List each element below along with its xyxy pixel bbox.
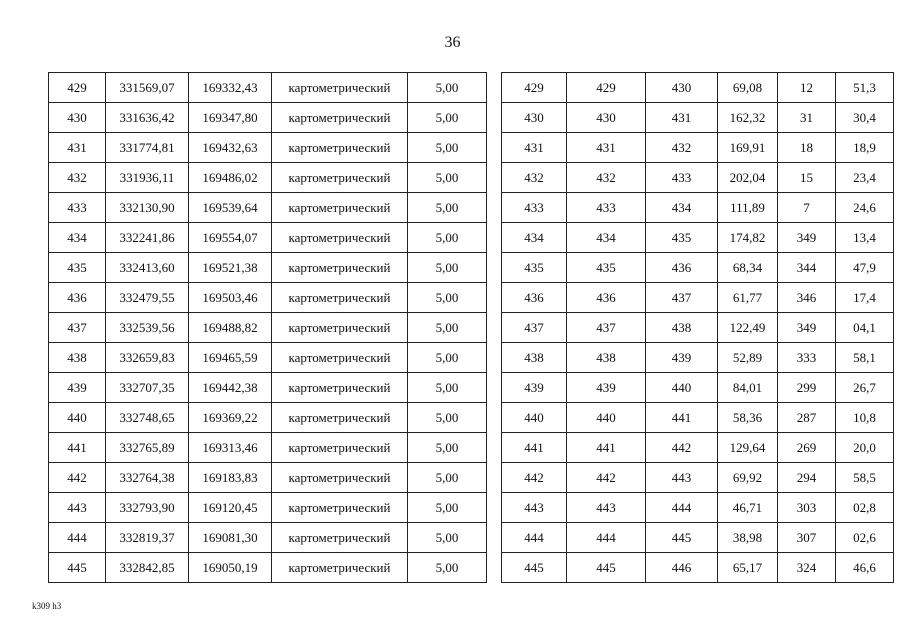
table-cell: 24,6 xyxy=(836,193,894,223)
table-cell: 5,00 xyxy=(408,103,487,133)
table-cell: 435 xyxy=(49,253,106,283)
table-cell: 430 xyxy=(567,103,646,133)
coordinates-table xyxy=(48,72,487,583)
table-cell: 332659,83 xyxy=(106,343,189,373)
table-cell: 287 xyxy=(778,403,836,433)
table-cell: 169369,22 xyxy=(189,403,272,433)
table-cell: картометрический xyxy=(272,253,408,283)
table-cell: 303 xyxy=(778,493,836,523)
table-cell: 349 xyxy=(778,313,836,343)
table-cell: 331774,81 xyxy=(106,133,189,163)
table-cell: 444 xyxy=(567,523,646,553)
coordinates-table-body xyxy=(49,73,487,583)
table-cell: 15 xyxy=(778,163,836,193)
table-cell: 344 xyxy=(778,253,836,283)
table-cell: 444 xyxy=(502,523,567,553)
table-cell: 332842,85 xyxy=(106,553,189,583)
segment-row xyxy=(502,103,894,133)
table-cell: 18 xyxy=(778,133,836,163)
table-cell: 46,6 xyxy=(836,553,894,583)
table-cell: 169050,19 xyxy=(189,553,272,583)
table-cell: 5,00 xyxy=(408,493,487,523)
page-number: 36 xyxy=(444,34,461,51)
table-cell: 445 xyxy=(567,553,646,583)
table-cell: 437 xyxy=(502,313,567,343)
table-cell: 432 xyxy=(567,163,646,193)
table-cell: 433 xyxy=(567,193,646,223)
table-cell: 269 xyxy=(778,433,836,463)
table-cell: 332413,60 xyxy=(106,253,189,283)
table-cell: 333 xyxy=(778,343,836,373)
segment-row xyxy=(502,163,894,193)
table-cell: 30,4 xyxy=(836,103,894,133)
table-cell: 435 xyxy=(567,253,646,283)
table-cell: 445 xyxy=(646,523,718,553)
table-cell: картометрический xyxy=(272,463,408,493)
table-cell: 332765,89 xyxy=(106,433,189,463)
table-cell: 52,89 xyxy=(718,343,778,373)
table-cell: картометрический xyxy=(272,163,408,193)
table-cell: картометрический xyxy=(272,103,408,133)
coordinates-row xyxy=(49,553,487,583)
coordinates-row xyxy=(49,163,487,193)
table-cell: 5,00 xyxy=(408,163,487,193)
coordinates-row xyxy=(49,403,487,433)
table-cell: 431 xyxy=(49,133,106,163)
table-cell: 5,00 xyxy=(408,133,487,163)
table-cell: 436 xyxy=(49,283,106,313)
segment-row xyxy=(502,193,894,223)
table-cell: 31 xyxy=(778,103,836,133)
table-cell: картометрический xyxy=(272,313,408,343)
coordinates-row xyxy=(49,343,487,373)
table-cell: 431 xyxy=(502,133,567,163)
table-cell: 332748,65 xyxy=(106,403,189,433)
table-cell: 443 xyxy=(49,493,106,523)
segment-row xyxy=(502,493,894,523)
coordinates-row xyxy=(49,463,487,493)
table-cell: 162,32 xyxy=(718,103,778,133)
table-cell: 443 xyxy=(502,493,567,523)
boundary-segments-table-body xyxy=(502,73,894,583)
table-cell: 437 xyxy=(567,313,646,343)
table-cell: картометрический xyxy=(272,193,408,223)
table-cell: 13,4 xyxy=(836,223,894,253)
table-cell: 446 xyxy=(646,553,718,583)
table-cell: 435 xyxy=(646,223,718,253)
table-cell: 439 xyxy=(567,373,646,403)
table-cell: 440 xyxy=(646,373,718,403)
table-cell: картометрический xyxy=(272,493,408,523)
table-cell: 429 xyxy=(49,73,106,103)
table-cell: 332479,55 xyxy=(106,283,189,313)
table-cell: 431 xyxy=(646,103,718,133)
table-cell: 20,0 xyxy=(836,433,894,463)
table-cell: 111,89 xyxy=(718,193,778,223)
table-cell: 442 xyxy=(49,463,106,493)
table-cell: 331569,07 xyxy=(106,73,189,103)
table-cell: 332819,37 xyxy=(106,523,189,553)
table-cell: 441 xyxy=(646,403,718,433)
segment-row xyxy=(502,343,894,373)
table-cell: 436 xyxy=(567,283,646,313)
table-cell: 84,01 xyxy=(718,373,778,403)
table-cell: 332130,90 xyxy=(106,193,189,223)
table-cell: 346 xyxy=(778,283,836,313)
segment-row xyxy=(502,253,894,283)
table-cell: 169332,43 xyxy=(189,73,272,103)
coordinates-row xyxy=(49,103,487,133)
table-cell: 169465,59 xyxy=(189,343,272,373)
table-cell: 169488,82 xyxy=(189,313,272,343)
table-cell: 443 xyxy=(567,493,646,523)
table-cell: 5,00 xyxy=(408,193,487,223)
table-cell: 440 xyxy=(567,403,646,433)
table-cell: картометрический xyxy=(272,133,408,163)
table-cell: 5,00 xyxy=(408,403,487,433)
table-cell: 174,82 xyxy=(718,223,778,253)
table-cell: 5,00 xyxy=(408,343,487,373)
table-cell: 332793,90 xyxy=(106,493,189,523)
table-cell: картометрический xyxy=(272,433,408,463)
table-cell: 434 xyxy=(49,223,106,253)
coordinates-row xyxy=(49,493,487,523)
coordinates-row xyxy=(49,223,487,253)
table-cell: 129,64 xyxy=(718,433,778,463)
table-cell: 7 xyxy=(778,193,836,223)
segment-row xyxy=(502,223,894,253)
coordinates-row xyxy=(49,133,487,163)
segment-row xyxy=(502,463,894,493)
boundary-segments-table xyxy=(501,72,894,583)
table-cell: 438 xyxy=(502,343,567,373)
table-cell: 349 xyxy=(778,223,836,253)
table-cell: 5,00 xyxy=(408,223,487,253)
segment-row xyxy=(502,313,894,343)
table-cell: 65,17 xyxy=(718,553,778,583)
table-cell: картометрический xyxy=(272,373,408,403)
table-cell: 331936,11 xyxy=(106,163,189,193)
table-cell: 23,4 xyxy=(836,163,894,193)
table-cell: 445 xyxy=(49,553,106,583)
table-cell: 68,34 xyxy=(718,253,778,283)
coordinates-row xyxy=(49,523,487,553)
table-cell: 69,92 xyxy=(718,463,778,493)
table-cell: 18,9 xyxy=(836,133,894,163)
table-cell: 12 xyxy=(778,73,836,103)
table-cell: 441 xyxy=(502,433,567,463)
table-cell: 332539,56 xyxy=(106,313,189,343)
table-cell: картометрический xyxy=(272,343,408,373)
table-cell: 437 xyxy=(49,313,106,343)
table-cell: 445 xyxy=(502,553,567,583)
table-cell: 438 xyxy=(49,343,106,373)
table-cell: 169554,07 xyxy=(189,223,272,253)
table-cell: картометрический xyxy=(272,73,408,103)
table-cell: 294 xyxy=(778,463,836,493)
table-cell: 02,8 xyxy=(836,493,894,523)
table-cell: 443 xyxy=(646,463,718,493)
table-cell: 441 xyxy=(49,433,106,463)
segment-row xyxy=(502,403,894,433)
table-cell: 26,7 xyxy=(836,373,894,403)
table-cell: 332241,86 xyxy=(106,223,189,253)
table-cell: 441 xyxy=(567,433,646,463)
table-cell: 5,00 xyxy=(408,373,487,403)
coordinates-row xyxy=(49,313,487,343)
table-cell: 332764,38 xyxy=(106,463,189,493)
table-cell: 169442,38 xyxy=(189,373,272,403)
segment-row xyxy=(502,133,894,163)
footer-code: k309 h3 xyxy=(32,601,62,611)
table-cell: 169503,46 xyxy=(189,283,272,313)
table-cell: 435 xyxy=(502,253,567,283)
table-cell: 58,36 xyxy=(718,403,778,433)
table-cell: 46,71 xyxy=(718,493,778,523)
table-cell: 442 xyxy=(646,433,718,463)
table-cell: 436 xyxy=(646,253,718,283)
table-cell: картометрический xyxy=(272,553,408,583)
table-cell: 58,5 xyxy=(836,463,894,493)
table-cell: 432 xyxy=(646,133,718,163)
table-cell: 440 xyxy=(502,403,567,433)
table-cell: 5,00 xyxy=(408,523,487,553)
table-cell: 331636,42 xyxy=(106,103,189,133)
table-cell: 439 xyxy=(646,343,718,373)
table-cell: 444 xyxy=(49,523,106,553)
table-cell: 169521,38 xyxy=(189,253,272,283)
table-cell: 433 xyxy=(646,163,718,193)
table-cell: 169081,30 xyxy=(189,523,272,553)
table-cell: 442 xyxy=(567,463,646,493)
table-cell: 169539,64 xyxy=(189,193,272,223)
table-cell: 10,8 xyxy=(836,403,894,433)
table-cell: 432 xyxy=(502,163,567,193)
table-cell: 5,00 xyxy=(408,73,487,103)
table-cell: 47,9 xyxy=(836,253,894,283)
table-cell: 69,08 xyxy=(718,73,778,103)
table-cell: 434 xyxy=(567,223,646,253)
table-cell: 5,00 xyxy=(408,313,487,343)
table-cell: 58,1 xyxy=(836,343,894,373)
table-cell: 432 xyxy=(49,163,106,193)
table-cell: 5,00 xyxy=(408,283,487,313)
table-cell: 439 xyxy=(502,373,567,403)
segment-row xyxy=(502,283,894,313)
coordinates-row xyxy=(49,283,487,313)
segment-row xyxy=(502,73,894,103)
coordinates-row xyxy=(49,193,487,223)
table-cell: 04,1 xyxy=(836,313,894,343)
table-cell: 5,00 xyxy=(408,433,487,463)
table-cell: 307 xyxy=(778,523,836,553)
table-cell: картометрический xyxy=(272,223,408,253)
table-cell: 433 xyxy=(502,193,567,223)
coordinates-row xyxy=(49,433,487,463)
table-cell: 438 xyxy=(646,313,718,343)
table-cell: 202,04 xyxy=(718,163,778,193)
table-cell: 38,98 xyxy=(718,523,778,553)
table-cell: 51,3 xyxy=(836,73,894,103)
table-cell: картометрический xyxy=(272,403,408,433)
table-cell: 429 xyxy=(567,73,646,103)
table-cell: 430 xyxy=(646,73,718,103)
table-cell: 169432,63 xyxy=(189,133,272,163)
table-cell: 436 xyxy=(502,283,567,313)
table-cell: 444 xyxy=(646,493,718,523)
table-cell: 5,00 xyxy=(408,253,487,283)
table-cell: 442 xyxy=(502,463,567,493)
coordinates-row xyxy=(49,253,487,283)
table-cell: 122,49 xyxy=(718,313,778,343)
table-cell: 169183,83 xyxy=(189,463,272,493)
segment-row xyxy=(502,553,894,583)
table-cell: 169313,46 xyxy=(189,433,272,463)
table-cell: 61,77 xyxy=(718,283,778,313)
table-cell: 429 xyxy=(502,73,567,103)
table-cell: 324 xyxy=(778,553,836,583)
table-cell: 440 xyxy=(49,403,106,433)
coordinates-row xyxy=(49,373,487,403)
table-cell: 5,00 xyxy=(408,463,487,493)
table-cell: картометрический xyxy=(272,283,408,313)
table-cell: 439 xyxy=(49,373,106,403)
table-cell: 433 xyxy=(49,193,106,223)
table-cell: 434 xyxy=(646,193,718,223)
table-cell: 332707,35 xyxy=(106,373,189,403)
table-cell: 438 xyxy=(567,343,646,373)
table-cell: картометрический xyxy=(272,523,408,553)
table-cell: 437 xyxy=(646,283,718,313)
table-cell: 430 xyxy=(502,103,567,133)
table-cell: 169347,80 xyxy=(189,103,272,133)
segment-row xyxy=(502,433,894,463)
table-cell: 02,6 xyxy=(836,523,894,553)
segment-row xyxy=(502,373,894,403)
table-cell: 169486,02 xyxy=(189,163,272,193)
table-cell: 430 xyxy=(49,103,106,133)
table-cell: 431 xyxy=(567,133,646,163)
table-cell: 169,91 xyxy=(718,133,778,163)
table-cell: 169120,45 xyxy=(189,493,272,523)
table-cell: 5,00 xyxy=(408,553,487,583)
coordinates-row xyxy=(49,73,487,103)
table-cell: 434 xyxy=(502,223,567,253)
table-cell: 17,4 xyxy=(836,283,894,313)
table-cell: 299 xyxy=(778,373,836,403)
segment-row xyxy=(502,523,894,553)
